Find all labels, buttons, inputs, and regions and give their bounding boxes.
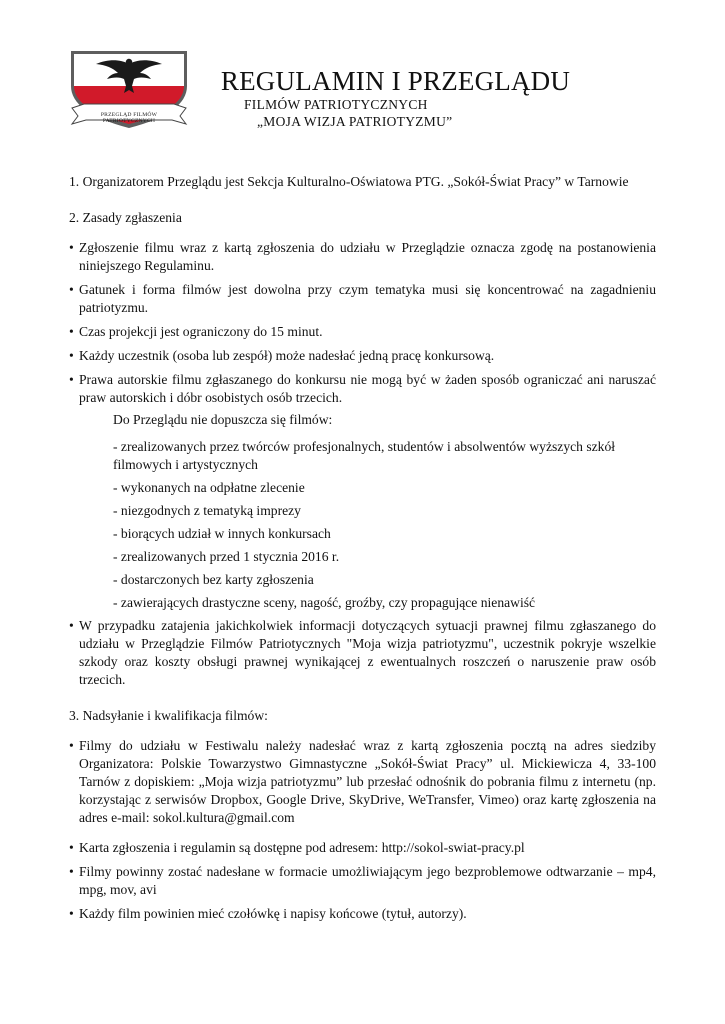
exclusion-item: - niezgodnych z tematyką imprezy [113,503,301,518]
bullet-icon: • [69,738,74,753]
document-subtitle-line1: FILMÓW PATRIOTYCZNYCH [244,97,428,112]
bullet-icon: • [69,240,74,255]
submission-bullet: • Filmy powinny zostać nadesłane w formacie umożliwiającym jego bezproblemowe odtwarzanie – mp4, mpg, mov, avi [69,864,656,897]
regulations-body [69,173,656,929]
bullet-icon: • [69,618,74,633]
exclusions-block [69,411,656,612]
exclusion-item: - zrealizowanych przez twórców profesjonalnych, studentów i absolwentów wyższych szkół filmowych i artystycznych [113,439,616,472]
document-title: REGULAMIN I PRZEGLĄDU [220,66,571,96]
document-subtitle-line2: „MOJA WIZJA PATRIOTYZMU” [257,114,453,129]
rules-bullet: • Każdy uczestnik (osoba lub zespół) może nadesłać jedną pracę konkursową. [69,348,495,363]
bullet-icon: • [69,906,74,921]
submission-bullet: • Każdy film powinien mieć czołówkę i napisy końcowe (tytuł, autorzy). [69,906,467,921]
submission-bullet: • Karta zgłoszenia i regulamin są dostępne pod adresem: http://sokol-swiat-pracy.pl [69,840,525,855]
logo-ribbon-text: PRZEGLĄD FILMÓW PATRIOTYCZNYCH [100,112,158,124]
exclusion-item: - zawierających drastyczne sceny, nagość, groźby, czy propagujące nienawiść [113,595,536,610]
bullet-icon: • [69,372,74,387]
rules-bullet: • Prawa autorskie filmu zgłaszanego do konkursu nie mogą być w żaden sposób ograniczać ani naruszać praw autorskich i dóbr osobistych osób trzecich. [69,372,656,405]
bullet-icon: • [69,324,74,339]
bullet-icon: • [69,864,74,879]
rules-bullet: • Gatunek i forma filmów jest dowolna przy czym tematyka musi się koncentrować na zagadnieniu patriotyzmu. [69,282,656,315]
liability-bullet: • W przypadku zatajenia jakichkolwiek informacji dotyczących sytuacji prawnej filmu zgłaszanego do udziału w Przeglądzie Filmów Patriotycznych "Moja wizja patriotyzmu", uczestnik pokryje wszelkie szkody oraz koszty obsługi prawnej wynikającej z ewentualnych roszczeń o naruszenie praw osób trzecich. [69,618,656,687]
submission-bullet: • Filmy do udziału w Festiwalu należy nadesłać wraz z kartą zgłoszenia pocztą na adres siedziby Organizatora: Polskie Towarzystwo Gimnastyczne „Sokół-Świat Pracy” ul. Mickiewicza 4, 33-100 Tarnów z dopiskiem: „Moja wizja patriotyzmu” lub przesłać odnośnik do pobrania filmu z internetu (np. korzystając z serwisów Dropbox, Google Drive, SkyDrive, WeTransfer, Vimeo) oraz kartę zgłoszenia na adres e-mail: sokol.kultura@gmail.com [69,738,656,825]
rules-bullet: • Zgłoszenie filmu wraz z kartą zgłoszenia do udziału w Przeglądzie oznacza zgodę na postanowienia niniejszego Regulaminu. [69,240,656,273]
exclusion-item: - wykonanych na odpłatne zlecenie [113,480,305,495]
rules-heading: 2. Zasady zgłaszenia [69,210,182,225]
exclusion-item: - biorących udział w innych konkursach [113,526,331,541]
bullet-icon: • [69,840,74,855]
rules-bullet: • Czas projekcji jest ograniczony do 15 minut. [69,324,323,339]
bullet-icon: • [69,282,74,297]
exclusion-item: - dostarczonych bez karty zgłoszenia [113,572,314,587]
organizer-paragraph: 1. Organizatorem Przeglądu jest Sekcja Kulturalno-Oświatowa PTG. „Sokół-Świat Pracy” w Tarnowie [69,174,629,189]
bullet-icon: • [69,348,74,363]
exclusions-intro: Do Przeglądu nie dopuszcza się filmów: [113,412,333,427]
exclusion-item: - zrealizowanych przed 1 stycznia 2016 r. [113,549,340,564]
submission-heading: 3. Nadsyłanie i kwalifikacja filmów: [69,708,268,723]
